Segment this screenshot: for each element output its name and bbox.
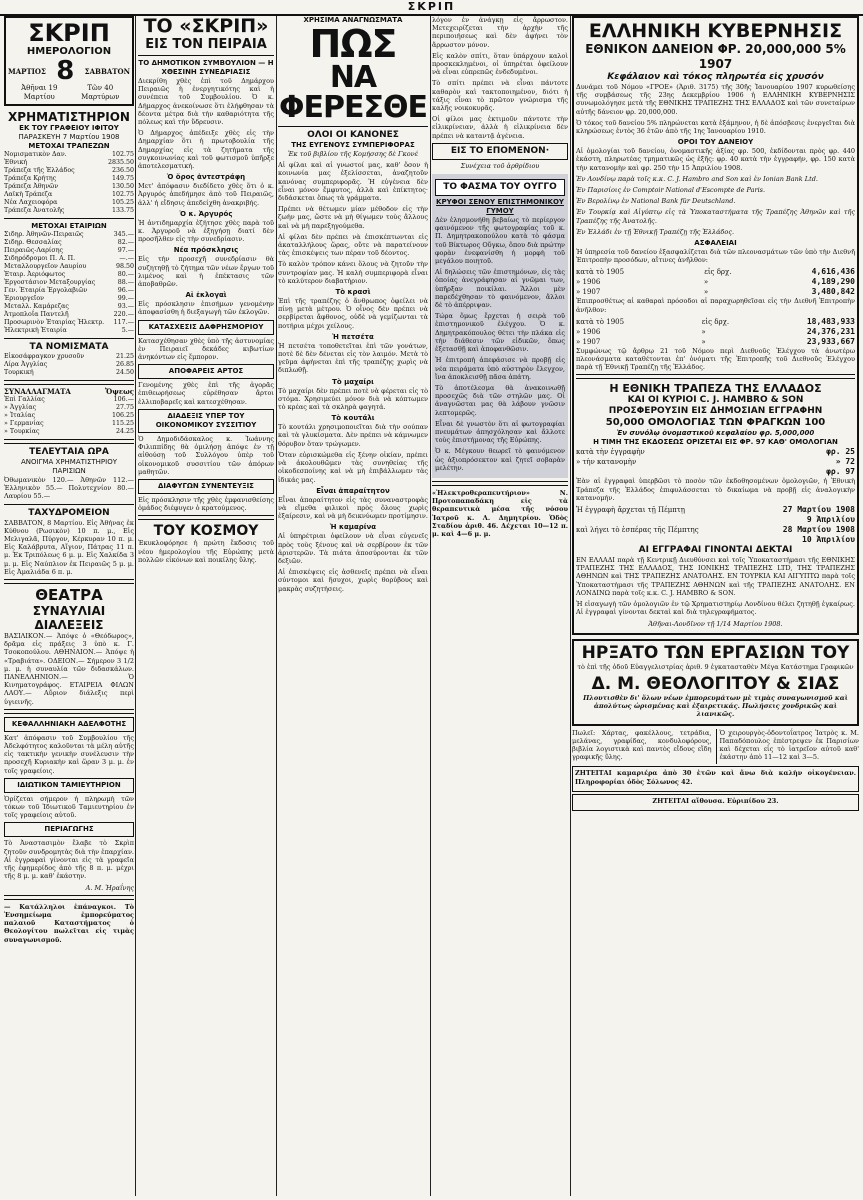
loan-paragraph: Ὁ τόκος τοῦ δανείου 5% πληρώνεται κατὰ ἑξάμηνον, ἡ δὲ ἀπόσβεσις ἐνεργεῖται διὰ κληρώσεως ἐντὸς 36 ἐτῶν ἀπὸ τῆς 1ης Ἰανουαρίου 1910. <box>576 118 855 136</box>
row-label: εἰς δρχ. <box>704 268 732 277</box>
row-value: 24.25 <box>115 428 134 435</box>
row-value: 106.— <box>113 396 134 403</box>
cephal-title: ΚΕΦΑΛΛΗΝΙΑΚΗ ΑΔΕΛΦΟΤΗΣ <box>11 719 127 728</box>
row-label: Μεταλλ. Καμάρεζας <box>4 303 69 310</box>
piraeus-subtitle: ΕΙΣ ΤΟΝ ΠΕΙΡΑΙΑ <box>145 37 267 52</box>
loan-title: ΕΘΝΙΚΟΝ ΔΑΝΕΙΟΝ ΦΡ. 20,000,000 5% 1907 <box>585 42 846 71</box>
article-paragraph: Ὁ Δήμαρχος ἀπέδειξε χθὲς εἰς τὴν Δημαρχίαν ὅτι ἡ πρωτοβουλία τῆς Δημαρχίας εἰς τὰ ζητήματα τῆς συγκοινωνίας καὶ τοῦ φωτισμοῦ ὑπῆρξε ἀποτελεσματική. <box>138 129 274 171</box>
company-share-row <box>4 239 134 247</box>
loan-paragraph: ΕΝ ΕΛΛΑΔΙ παρὰ τῇ Κεντρικῇ Διευθύνσει καὶ τοῖς Ὑποκαταστήμασι τῆς ΕΘΝΙΚΗΣ ΤΡΑΠΕΖΗΣ ΤΗΣ ΕΛΛΑΔΟΣ, ΤΗΣ ΙΟΝΙΚΗΣ ΤΡΑΠΕΖΗΣ LTD, ΤΗΣ ΤΡΑΠΕΖΗΣ ΑΘΗΝΩΝ καὶ ΤΗΣ ΤΡΑΠΕΖΗΣ ΑΝΑΤΟΛΗΣ. ΕΝ ΤΟΥΡΚΙΑ ΚΑΙ ΑΙΓΥΠΤΩ παρὰ τοῖς Ὑποκαταστήμασι τῆς ΤΡΑΠΕΖΗΣ ΑΘΗΝΩΝ καὶ τῆς ΤΡΑΠΕΖΗΣ ΑΝΑΤΟΛΗΣ. ΕΝ ΛΟΝΔΙΝΩ παρὰ τοῖς κ.κ. C. J. HAMBRO & SON. <box>576 556 855 597</box>
company-share-row <box>4 303 134 311</box>
row-value: 105.25 <box>111 199 134 206</box>
weekday-label: ΣΑΒΒΑΤΟΝ <box>84 66 130 76</box>
revenue-row <box>576 327 855 337</box>
company-share-row <box>4 263 134 271</box>
savings-text: Ὁρίζεται σήμερον ἡ πληρωμὴ τῶν τόκων τοῦ Ἰδιωτικοῦ Ταμιευτηρίου ἐν τοῖς γραφείοις αὐτοῦ. <box>4 794 134 820</box>
article-paragraph: Αἱ φίλαι δὲν πρέπει νὰ ἐπισκέπτωνται εἰς ἀκαταλλήλους ὥρας, οὔτε νὰ παρατείνουν τὰς ἐπισκέψεις των πέραν τοῦ δέοντος. <box>278 232 428 258</box>
lectures-title: ΔΙΑΛΕΞΕΙΣ <box>34 618 104 633</box>
coins-table <box>4 353 134 377</box>
section-box-heading: ΚΑΤΑΣΧΕΣΙΣ ΔΑΦΡΗΣΜΟΡΙΟΥ <box>148 322 264 331</box>
row-value: 10 Ἀπριλίου <box>802 535 855 545</box>
article-paragraph: Τώρα ὅμως ἔρχεται ἡ σειρὰ τοῦ ἐπιστημονικοῦ ἐλέγχου. Ὁ κ. Δημητρακόπουλος θέτει τὴν πλάκα εἰς τὴν διάθεσιν τῶν εἰδικῶν, ὅπως ἐξετασθῇ καὶ ἀποφανθῶσιν. <box>435 312 565 354</box>
company-share-row <box>4 311 134 319</box>
date-left: Ἀθῆναι 19 Μαρτίου <box>21 84 58 101</box>
company-share-row <box>4 287 134 295</box>
wanted-ad: ΖΗΤΕΙΤΑΙ καμαριέρα ἀπὸ 30 ἐτῶν καὶ ἄνω διὰ καλὴν οἰκογένειαν. Πληροφορίαι ὁδὸς Σόλωνος 42. <box>575 769 856 786</box>
row-label: Εἰκοσάφραγκον χρυσοῦν <box>4 353 85 360</box>
row-label: Λαϊκὴ Τράπεζα <box>4 191 53 198</box>
offer-line-3: Ἐν συνόλῳ ὀνομαστικοῦ κεφαλαίου φρ. 5,000,000 <box>616 429 815 438</box>
article-paragraph: Γενομένης χθὲς ἐπὶ τῆς ἀγορᾶς ἐπιθεωρήσεως εὑρέθησαν ἄρτοι ἐλλιποβαρεῖς καὶ κατεσχέθησαν. <box>138 381 274 406</box>
row-value: 220.— <box>113 311 134 318</box>
row-label: » <box>701 327 706 336</box>
places-title: ΑΙ ΕΓΓΡΑΦΑΙ ΓΙΝΟΝΤΑΙ ΔΕΚΤΑΙ <box>638 545 793 556</box>
row-label: » <box>701 337 706 346</box>
article-paragraph: Ἡ ἐπιτροπὴ ἀπεφάσισε νὰ προβῇ εἰς νέα πειράματα ὑπὸ αὐστηρὸν ἔλεγχον, ἵνα ἀποκλεισθῇ πᾶσα ἀπάτη. <box>435 356 565 381</box>
row-value: 80.— <box>117 271 134 278</box>
bank-sub: ΚΑΙ ΟΙ ΚΥΡΙΟΙ C. J. HAMBRO & SON <box>627 395 804 406</box>
column-rule <box>276 16 277 1196</box>
column-4 <box>432 16 568 1196</box>
row-value: 27.75 <box>115 404 134 411</box>
section-heading: Ἡ πετσέτα <box>332 332 374 341</box>
company-share-row <box>4 327 134 335</box>
row-label: Σιδηρ. Ἀθηνῶν-Πειραιῶς <box>4 231 84 238</box>
row-label: Προσωρινὸν Ἐταιρίας Ἡλεκτρ. <box>4 319 105 326</box>
row-value: 102.75 <box>111 151 134 158</box>
section-heading: Ὁ κ. Ἀργυρός <box>179 209 233 218</box>
article-paragraph: Διεκρίθη χθὲς ἐπὶ τοῦ Δημάρχου Πειραιῶς ἡ ἐνεργητικότης καὶ ἡ συνέπεια τοῦ Συμβουλίου. Ὁ κ. Δήμαρχος ἀνεκοίνωσε ὅτι ἐλήφθησαν τὰ δέοντα μέτρα διὰ τὴν καθαριότητα τῆς πόλεως καὶ τὴν ὕδρευσιν. <box>138 77 274 127</box>
article-paragraph: Ἡ πετσέτα τοποθετεῖται ἐπὶ τῶν γονάτων, ποτὲ δὲ δὲν δένεται εἰς τὸν λαιμόν. Μετὰ τὸ γεῦμα ἀφήνεται ἐπὶ τῆς τραπέζης χωρὶς νὰ διπλωθῇ. <box>278 341 428 375</box>
row-value: 93.— <box>117 303 134 310</box>
agent-item: Ἐν Τουρκίᾳ καὶ Αἰγύπτῳ εἰς τὰ Ὑποκαταστήματα τῆς Τραπέζης Ἀθηνῶν καὶ τῆς Τραπέζης τῆς Ἀνατολῆς. <box>576 208 855 225</box>
row-label: κατὰ τὸ 1905 <box>576 317 625 326</box>
row-label: Πειραιῶς-Λαρίσης <box>4 247 64 254</box>
row-label: » Τουρκίας <box>4 428 40 435</box>
section-heading: Εἶναι ἀπαραίτητον <box>316 486 390 495</box>
row-value: 28 Μαρτίου 1908 <box>782 525 855 535</box>
markets-source: ΕΚ ΤΟΥ ΓΡΑΦΕΙΟΥ ΙΦΙΤΟΥ <box>19 124 119 132</box>
article-paragraph: Πρέπει νὰ θέτωμεν μίαν μέθοδον εἰς τὴν ζωὴν μας, ὥστε νὰ μὴ θίγωμεν τοὺς ἄλλους καὶ νὰ μὴ παρεξηγούμεθα. <box>278 205 428 230</box>
last-hour-sub: ΑΝΟΙΓΜΑ ΧΡΗΜΑΤΙΣΤΗΡΙΟΥ ΠΑΡΙΣΙΩΝ <box>20 458 118 475</box>
exchange-row <box>4 404 134 412</box>
works-title: ΗΡΞΑΤΟ ΤΩΝ ΕΡΓΑΣΙΩΝ ΤΟΥ <box>581 642 850 663</box>
bank-share-row <box>4 167 134 175</box>
story-subtitle: ΚΡΥΦΟΙ ΣΕΝΟΥ ΕΠΙΣΤΗΜΟΝΙΚΟΥ ΓΥΜΟΥ <box>436 198 564 216</box>
offer-line-1: ΠΡΟΣΦΕΡΟΥΣΙΝ ΕΙΣ ΔΗΜΟΣΙΑΝ ΕΓΓΡΑΦΗΝ <box>608 406 823 417</box>
agent-item: Ἐν Βερολίνῳ ἐν National Bank für Deutschland. <box>576 197 736 206</box>
coin-row <box>4 361 134 369</box>
agent-item: Ἐν Παρισίοις ἐν Comptoir National d'Escompte de Paris. <box>576 186 766 195</box>
article-paragraph: Αἱ ἐπισκέψεις εἰς ἀσθενεῖς πρέπει νὰ εἶναι σύντομοι καὶ ἥσυχοι, χωρὶς θορύβους καὶ μακρὰς συζητήσεις. <box>278 568 428 593</box>
row-value: φρ. 25 <box>826 447 855 457</box>
revenue-row <box>576 277 855 287</box>
column-rule <box>570 16 571 1196</box>
date-row <box>576 525 855 535</box>
bank-share-row <box>4 183 134 191</box>
agent-item: Ἐν Ἑλλάδι ἐν τῇ Ἐθνικῇ Τραπέζῃ τῆς Ἑλλάδος. <box>576 227 735 236</box>
guarantees-title: ΑΣΦΑΛΕΙΑΙ <box>694 239 737 248</box>
company-share-row <box>4 271 134 279</box>
masthead-subtitle: ΗΜΕΡΟΛΟΓΙΟΝ <box>26 46 112 57</box>
article-paragraph: Τὸ σπίτι πρέπει νὰ εἶναι πάντοτε καθαρὸν καὶ τακτοποιημένον, διότι ἡ τάξις εἶναι τὸ πρῶτον γνώρισμα τῆς καλῆς νοικοκυρᾶς. <box>432 79 568 113</box>
row-label: » <box>703 288 709 297</box>
row-label: κατὰ τὴν ἐγγραφὴν <box>576 448 645 457</box>
firm-products: Πωλεῖ: Χάρτας, φακέλλους, τετράδια, μελάνας, γραφίδας, κονδυλοφόρους, βιβλία λογιστικὰ καὶ παντὸς εἴδους εἴδη γραφικῆς ὕλης. <box>572 728 712 762</box>
row-value: 98.50 <box>115 263 134 270</box>
exchange-row <box>4 412 134 420</box>
row-value: 102.75 <box>111 191 134 198</box>
concerts-title: ΣΥΝΑΥΛΙΑΙ <box>32 604 106 619</box>
row-value: 26.85 <box>115 361 134 368</box>
firm-tagline: Πλουτισθὲν δι' ὅλων νέων ἐμπορευμάτων μὲ τιμὰς συναγωνισμοῦ καὶ ἀπολύτως ὡρισμένας καὶ ἐξαιρετικάς. Πωλήσεις χονδρικῶς καὶ λιανικῶς. <box>583 693 848 719</box>
row-label: Νέα Λαχειοφόρα <box>4 199 58 206</box>
article-paragraph: Οἱ φίλοι μας ἐκτιμοῦν πάντοτε τὴν εἰλικρίνειαν, ἀλλὰ ἡ εἰλικρίνεια δὲν πρέπει νὰ καταντᾷ ἀγένεια. <box>432 115 568 140</box>
row-value: 345.— <box>113 231 134 238</box>
bank-share-row <box>4 207 134 215</box>
article-paragraph: Ὅταν εὑρισκώμεθα εἰς ξένην οἰκίαν, πρέπει νὰ ἀκολουθῶμεν τὰς συνηθείας τῆς οἰκοδεσποίνης καὶ νὰ μὴ ἐπιβάλλωμεν τὰς ἰδικάς μας. <box>278 450 428 484</box>
row-label: Ἐπὶ Γαλλίας <box>4 396 45 403</box>
bank-share-row <box>4 151 134 159</box>
row-label: Νομισματικὸν Δαν. <box>4 151 67 158</box>
article-paragraph: Εἶναι ἀπαραίτητον εἰς τὰς συναναστροφὰς νὰ εἴμεθα φιλικοὶ πρὸς ὅλους χωρὶς ἐξαίρεσιν, καὶ νὰ μὴ δεικνύωμεν προτίμησιν. <box>278 495 428 521</box>
closing-date: Ἀθῆναι-Λονδῖνον τῇ 1/14 Μαρτίου 1908. <box>648 619 783 628</box>
row-value: 117.— <box>113 319 134 326</box>
article-paragraph: Μετ' ἀπόφασιν διεδίδετο χθὲς ὅτι ὁ κ. Ἀργυρός ἀπεδήμησε ἀπὸ τοῦ Πειραιῶς, ἀλλ' ἡ εἴδησις ἀπεδείχθη ἀνακριβής. <box>138 182 274 207</box>
exchange-row <box>4 396 134 404</box>
store-ad <box>572 639 859 726</box>
row-value: 149.75 <box>111 175 134 182</box>
row-value: 5.— <box>121 327 134 334</box>
article-paragraph: Τὸ ἀποτέλεσμα θὰ ἀνακοινωθῇ προσεχῶς διὰ τῶν στηλῶν μας. Οἱ ἀναγνῶσται μας θὰ λάβουν γνῶσιν λεπτομερῶς. <box>435 383 565 417</box>
section-heading: ΤΟ ΔΗΜΟΤΙΚΟΝ ΣΥΜΒΟΥΛΙΟΝ — Η ΧΘΕΣΙΝΗ ΣΥΝΕΔΡΙΑΣΙΣ <box>138 59 274 76</box>
row-label: Μεταλλουργεῖον Λαυρίου <box>4 263 87 270</box>
row-label: Σιδηρ. Θεσσαλίας <box>4 239 62 246</box>
section-box-heading: ΔΙΑΦΥΓΩΝ ΣΥΝΕΝΤΕΥΞΙΣ <box>158 481 254 490</box>
row-label: » τὴν κατανομὴν <box>576 458 637 467</box>
row-label: κατὰ τὸ 1905 <box>576 268 625 277</box>
schedule-row <box>576 467 855 477</box>
row-value: 24,376,231 <box>806 326 855 336</box>
row-label: Γεν. Ἑταιρία Ἐργολαβιῶν <box>4 287 88 294</box>
row-label: Ἐθνική <box>4 159 28 166</box>
month-label: ΜΑΡΤΙΟΣ <box>8 66 46 76</box>
row-value: 23,933,667 <box>806 336 855 346</box>
row-label: Ἐργοστάσιον Μεταξουργίας <box>4 279 96 286</box>
row-value: 99.— <box>117 295 134 302</box>
column-1 <box>4 16 134 1196</box>
post-text: ΣΑΒΒΑΤΟΝ, 8 Μαρτίου. Εἰς Ἀθήνας ἐκ Κύθνου (Ρωσικὸν) 10 π. μ., Εἰς Μελιγαλᾶ, Πύργον, Κέρκυραν 10 π. μ. Εἰς Καλάβρυτα, Αἴγιον, Πάτρας 11 π. μ. Ἐκ Τριπόλεως 6 μ. μ. Εἰς Χαλκίδα 3 μ. μ. Εἰς Ναύπλιον ἐκ Πειραιῶς 5 μ. μ. Εἰς Ἀμαλιάδα 6 π. μ. <box>4 518 134 576</box>
row-value: 9 Ἀπριλίου <box>806 515 855 525</box>
bond-title: ΟΡΟΙ ΤΟΥ ΔΑΝΕΙΟΥ <box>677 138 754 147</box>
date-row <box>576 505 855 515</box>
post-title: ΤΑΧΥΔΡΟΜΕΙΟΝ <box>28 507 110 518</box>
date-right: Τῶν 40 Μαρτύρων <box>81 84 120 101</box>
story-box <box>432 174 568 478</box>
schedule-row <box>576 457 855 467</box>
row-value: 4,189,290 <box>811 277 855 287</box>
row-label: Τράπεζα Ἀνατολῆς <box>4 207 65 214</box>
exchange-row <box>4 428 134 436</box>
date-row <box>576 535 855 545</box>
day-number: 8 <box>56 56 75 86</box>
misc-text: Τὸ Ἀναστασιμὸν ἔλαβε τὸ Σκρὶπ ζητοῦν συνδρομητὰς διὰ τὴν ἐπαρχίαν. Αἱ ἐγγραφαὶ γίνονται εἰς τὰ γραφεῖα τῆς ἐφημερίδος ἀπὸ τῆς 8 π. μ. μέχρι τῆς 8 μ. μ. καθ' ἑκάστην. <box>4 839 134 881</box>
row-label: καὶ λήγει τὸ ἑσπέρας τῆς Πέμπτης <box>576 526 699 535</box>
company-share-row <box>4 279 134 287</box>
row-label: » Ἰταλίας <box>4 412 36 419</box>
article-paragraph: Ἐπὶ τῆς τραπέζης ὁ ἄνθρωπος ὀφείλει νὰ πίνῃ μετὰ μέτρου. Ὁ οἶνος δὲν πρέπει νὰ σερβίρεται ἄφθονος, οὐδὲ νὰ γεμίζωνται τὰ ποτήρια μέχρι χείλους. <box>278 297 428 330</box>
company-share-row <box>4 255 134 263</box>
row-value: 96.— <box>117 287 134 294</box>
row-label: Ἡ ἐγγραφὴ ἄρχεται τῇ Πέμπτῃ <box>576 506 685 515</box>
section-box-heading: ΑΠΟΦΑΡΕΙΣ ΑΡΤΟΣ <box>168 367 244 376</box>
subscription-dates <box>576 505 855 545</box>
bank-title: Η ΕΘΝΙΚΗ ΤΡΑΠΕΖΑ ΤΗΣ ΕΛΛΑΔΟΣ <box>609 382 822 396</box>
loan-paragraph: Δυνάμει τοῦ Νόμου «ΓΡΟΕ» (Ἀριθ. 3175) τῆς 30ῆς Ἰανουαρίου 1907 κυρωθείσης τῆς συμβάσεως τῆς 23ης Δεκεμβρίου 1906 ἡ ΕΛΛΗΝΙΚΗ ΚΥΒΕΡΝΗΣΙΣ συνωμολόγησε μετὰ τῆς ΕΘΝΙΚΗΣ ΤΡΑΠΕΖΗΣ ΤΗΣ ΕΛΛΑΔΟΣ καὶ τῶν συνεταίρων αὐτῆς δάνειον φρ. 20,000,000. <box>576 83 855 116</box>
article-paragraph: Τὸ καλὸν τρόπον κάνει ὅλους νὰ ζητοῦν τὴν συντροφίαν μας. Ἡ καλὴ συμπεριφορὰ εἶναι τὸ καλύτερον διαβατήριον. <box>278 260 428 285</box>
savings-title: ΙΔΙΩΤΙΚΟΝ ΤΑΜΙΕΥΤΗΡΙΟΝ <box>17 780 121 789</box>
agents-list <box>576 175 855 236</box>
row-value: 236.50 <box>111 167 134 174</box>
bank-shares-table <box>4 151 134 215</box>
loan-paragraph: Ἐὰν αἱ ἐγγραφαὶ ὑπερβῶσι τὸ ποσὸν τῶν ἐκδοθησομένων ὁμολογιῶν, ἡ Ἐθνικὴ Τράπεζα τῆς Ἑλλάδος ἐπιφυλάσσεται τὸ δικαίωμα νὰ προβῇ εἰς ἀναλογικὴν κατανομήν. <box>576 477 855 502</box>
row-value: 21.25 <box>115 353 134 360</box>
masthead-box <box>4 16 134 106</box>
row-label: Ἑταιρ. Ἀεριόφωτος <box>4 271 66 278</box>
next-sub: Συνέχεια τοῦ ἀρθρίδιου <box>460 161 540 170</box>
article-paragraph: Ὁ κ. Μέγκουν θεωρεῖ τὸ φαινόμενον ὡς ἀξιοπρόσεκτον καὶ ζητεῖ σοβαρὰν μελέτην. <box>435 447 565 472</box>
section-heading: Τὸ μαχαίρι <box>332 377 374 386</box>
row-value: 133.75 <box>111 207 134 214</box>
markets-title: ΧΡΗΜΑΤΙΣΤΗΡΙΟΝ <box>8 110 130 124</box>
manners-title-1: ΠΩΣ <box>309 22 397 66</box>
row-value: 115.25 <box>111 420 134 427</box>
price-line: Η ΤΙΜΗ ΤΗΣ ΕΚΔΟΣΕΩΣ ΟΡΙΖΕΤΑΙ ΕΙΣ ΦΡ. 97 ΚΑΘ' ΟΜΟΛΟΓΙΑΝ <box>593 438 838 447</box>
loan-paragraph: Ἡ εἰσαγωγὴ τῶν ὁμολογιῶν ἐν τῷ Χρηματιστηρίῳ Λονδίνου θέλει ζητηθῇ ἐγκαίρως. Αἱ ἐγγραφαὶ γίνονται δεκταὶ καὶ διὰ τηλεγραφήματος. <box>576 600 855 617</box>
row-label: Ἐριουργεῖον <box>4 295 44 302</box>
article-paragraph: Εἰς πρόσκλησιν τῆς χθὲς ἐμφανισθείσης ὁμάδος διέφυγεν ὁ κρατούμενος. <box>138 495 274 513</box>
revenues-table <box>576 317 855 347</box>
article-paragraph: Ἐκυκλοφόρησε ἡ πρώτη ἔκδοσις τοῦ νέου ἡμερολογίου τῆς Εὐρώπης μετὰ πολλῶν εἰκόνων καὶ ποικίλης ὕλης. <box>138 539 274 564</box>
row-value: 4,616,436 <box>811 267 855 277</box>
exchange-sight-label: Ὄψεως <box>104 387 134 396</box>
loan-paragraph: Συμφώνως τῷ ἄρθρῳ 21 τοῦ Νόμου περὶ Διεθνοῦς Ἐλέγχου τὰ ἀνωτέρω πλεονάσματα καταθέτονται ἐπ' ὀνόματι τῆς Ἐπιτροπῆς τοῦ Διεθνοῦς Ἐλέγχου παρὰ τῇ Ἐθνικῇ Τραπέζῃ τῆς Ἑλλάδος. <box>576 346 855 372</box>
row-value: 97.— <box>117 247 134 254</box>
exchange-table <box>4 396 134 436</box>
works-sub: τὸ ἐπὶ τῆς ὁδοῦ Εὐαγγελιστρίας ἀριθ. 9 ἐγκατασταθὲν Μέγα Κατάστημα Γραφικῶν <box>577 662 854 671</box>
manners-subtitle-2: ΤΗΣ ΕΥΓΕΝΟΥΣ ΣΥΜΠΕΡΙΦΟΡΑΣ <box>291 141 415 149</box>
revenue-row <box>576 317 855 327</box>
article-paragraph: Εἶναι δὲ γνωστὸν ὅτι αἱ φωτογραφίαι πνευμάτων ἀπησχόλησαν καὶ ἄλλοτε τοὺς ἐπιστήμονας τῆς Εὐρώπης. <box>435 419 565 445</box>
article-paragraph: Ὁ Δημοδιδάσκαλος κ. Ἰωάννης Φιλιππίδης θὰ ὁμιλήσῃ ἀπόψε ἐν τῇ αἰθούσῃ τοῦ Συλλόγου ὑπὲρ τοῦ οἰκονομικοῦ συσσιτίου τῶν ἀπόρων μαθητῶν. <box>138 434 274 476</box>
manners-subtitle-1: ΟΛΟΙ ΟΙ ΚΑΝΟΝΕΣ <box>307 130 399 140</box>
story-title: ΤΟ ΦΑΣΜΑ ΤΟΥ ΟΥΓΓΟ <box>443 182 557 193</box>
row-label: » 1907 <box>576 337 601 346</box>
row-label: » 1906 <box>576 278 601 287</box>
loan-sub: Κεφάλαιον καὶ τόκος πληρωτέα εἰς χρυσόν <box>607 72 824 82</box>
manners-title-2: ΝΑ ΦΕΡΕΣΘΕ <box>279 60 427 125</box>
company-shares-table <box>4 231 134 335</box>
company-share-row <box>4 319 134 327</box>
article-paragraph: Δὲν ἐλησμονήθη βεβαίως τὸ περίεργον φαινόμενον τῆς φωτογραφίας τοῦ κ. Π. Δημητρακοπούλου κατὰ τὸ φάσμα τοῦ Βίκτωρος Οὔγκω, ὅπου διὰ πρώτην φορὰν ἐνεφανίσθη ἡ μορφὴ τοῦ μεγάλου ποιητοῦ. <box>435 216 565 266</box>
coin-row <box>4 353 134 361</box>
row-label: Τράπεζα τῆς Ἑλλάδος <box>4 167 75 174</box>
row-label: Τράπεζα Ἀθηνῶν <box>4 183 59 190</box>
company-share-row <box>4 247 134 255</box>
last-hour-title: ΤΕΛΕΥΤΑΙΑ ΩΡΑ <box>29 447 109 457</box>
coins-title: ΤΑ ΝΟΜΙΣΜΑΤΑ <box>29 342 109 352</box>
bank-shares-title: ΜΕΤΟΧΑΙ ΤΡΑΠΕΖΩΝ <box>28 142 110 150</box>
row-value: 130.50 <box>111 183 134 190</box>
row-value: 27 Μαρτίου 1908 <box>782 505 855 515</box>
exchange-title: ΣΥΝΑΛΛΑΓΜΑΤΑ <box>4 387 71 396</box>
loan-paragraph: Ἡ ὑπηρεσία τοῦ δανείου ἐξασφαλίζεται διὰ τῶν πλεονασμάτων τῶν ὑπὸ τὴν Διεθνῆ Ἐπιτροπὴν προσόδων, αἵτινες ἀνῆλθον: <box>576 248 855 265</box>
row-value: 82.— <box>117 239 134 246</box>
column-3 <box>278 16 428 1196</box>
row-label: » 1906 <box>576 327 601 336</box>
article-paragraph: Τὸ κουτάλι χρησιμοποιεῖται διὰ τὴν σούπαν καὶ τὰ γλυκίσματα. Δὲν πρέπει νὰ κάμνωμεν θόρυβον ὅταν τρώγωμεν. <box>278 423 428 448</box>
company-share-row <box>4 295 134 303</box>
article-paragraph: Εἰς τὴν προσεχῆ συνεδρίασιν θὰ συζητηθῇ τὸ ζήτημα τῶν νέων ἔργων τοῦ λιμένος καὶ ἡ ἐπέκτασις τῶν ἀποβαθρῶν. <box>138 255 274 289</box>
column-5 <box>572 16 859 1196</box>
row-value: 24.50 <box>115 369 134 376</box>
row-label: » Ἀγγλίας <box>4 404 37 411</box>
column-2 <box>138 16 274 1196</box>
theatres-title: ΘΕΑΤΡΑ <box>35 586 103 605</box>
signature: Α. Μ. Ἠραΐνης <box>85 883 134 892</box>
agent-item: Ἐν Λονδίνῳ παρὰ τοῖς κ.κ. C. J. Hambro and Son καὶ ἐν Ionian Bank Ltd. <box>576 174 818 183</box>
coin-row <box>4 369 134 377</box>
payment-schedule <box>576 447 855 477</box>
bank-share-row <box>4 175 134 183</box>
row-label: » <box>703 278 709 287</box>
wanted-ad: ΖΗΤΕΙΤΑΙ αἴθουσα. Εὐριπίδου 23. <box>652 796 779 805</box>
article-paragraph: Αἱ δηλώσεις τῶν ἐπιστημόνων, εἰς τὰς ὁποίας ἀνεγράφησαν αἱ γνῶμαι των, ὑπῆρξαν ποικίλαι. Ἄλλοι μὲν παρεδέχθησαν τὸ φαινόμενον, ἄλλοι δὲ τὸ ἀπέρριψαν. <box>435 268 565 310</box>
column-rule <box>430 16 431 1196</box>
row-label: Ἡλεκτρικὴ Ἑταιρία <box>4 327 67 334</box>
row-label: Λίρα Ἀγγλίας <box>4 361 48 368</box>
running-header: ΣΚΡΙΠ <box>0 0 863 16</box>
row-label: » 1907 <box>576 288 601 297</box>
row-label: Τράπεζα Κρήτης <box>4 175 57 182</box>
masthead-title: ΣΚΡΙΠ <box>28 19 110 47</box>
row-label: εἰς δρχ. <box>701 317 730 326</box>
row-value: 106.25 <box>111 412 134 419</box>
gov-title: ΕΛΛΗΝΙΚΗ ΚΥΒΕΡΝΗΣΙΣ <box>588 20 843 42</box>
revenues-table <box>576 267 855 297</box>
section-heading: Ὁ ὅρος ἀντεστράφη <box>166 173 246 182</box>
row-label: Τουρκική <box>4 369 34 376</box>
manners-kicker: ΧΡΗΣΙΜΑ ΑΝΑΓΝΩΣΜΑΤΑ <box>303 16 403 24</box>
misc-title: ΠΕΡΙΑΓΩΓΗΣ <box>44 825 94 834</box>
section-heading: Αἱ ἐκλογαὶ <box>185 291 227 300</box>
exchange-row <box>4 420 134 428</box>
section-heading: Ἡ καμαρίνα <box>329 523 377 532</box>
loan-ad <box>572 16 859 635</box>
loan-paragraph: Αἱ ὁμολογίαι τοῦ δανείου, ὀνομαστικῆς ἀξίας φρ. 500, ἐκδίδονται πρὸς φρ. 440 ἑκάστη, πληρωτέας τμηματικῶς ὡς ἑξῆς: φρ. 40 κατὰ τὴν ἐγγραφήν, φρ. 150 κατὰ τὴν κατανομὴν καὶ φρ. 250 τὴν 15 Ἀπριλίου 1908. <box>576 147 855 172</box>
section-heading: Τὸ κουτάλι <box>331 414 375 423</box>
row-label: Ἀτμοπλοΐα Παντελῆ <box>4 311 69 318</box>
loan-paragraph: Ἐπιπροσθέτως αἱ καθαραὶ πρόσοδοι αἱ παραχωρηθεῖσαι εἰς τὴν Διεθνῆ Ἐπιτροπὴν ἀνῆλθον: <box>576 297 855 314</box>
next-title: ΕΙΣ ΤΟ ΕΠΟΜΕΝΟΝ· <box>450 145 550 156</box>
row-label: Σιδηρόδρομοι Π. Α. Π. <box>4 255 76 262</box>
bank-share-row <box>4 199 134 207</box>
world-title: ΤΟΥ ΚΟΣΜΟΥ <box>153 523 259 540</box>
row-value: 88.— <box>117 279 134 286</box>
article-paragraph: Αἱ φίλαι καὶ αἱ γνωστοί μας, καθ' ὅσον ἡ κοινωνία μας ἐξελίσσεται, ἀναζητοῦν κανόνας συμπεριφορᾶς. Ἡ εὐγένεια δὲν εἶναι μόνον ἔμφυτος, ἀλλὰ καὶ ἐπίκτητος· διδάσκεται ὅπως τὰ γράμματα. <box>278 161 428 203</box>
company-shares-title: ΜΕΤΟΧΑΙ ΕΤΑΙΡΙΩΝ <box>31 222 107 230</box>
offer-line-2: 50,000 ΟΜΟΛΟΓΙΑΣ ΤΩΝ ΦΡΑΓΚΩΝ 100 <box>605 417 826 429</box>
markets-date: ΠΑΡΑΣΚΕΥΗ 7 Μαρτίου 1908 <box>18 133 120 141</box>
section-heading: Τὸ κρασὶ <box>335 288 371 297</box>
revenue-row <box>576 287 855 297</box>
theatres-text: ΒΑΣΙΛΙΚΟΝ.— Ἀπόψε ὁ «Θεόδωρος», δρᾶμα εἰς πράξεις 3 ὑπὸ κ. Γ. Τσοκοπούλου. ΑΘΗΝΑΙΟΝ.— Ἀπόψε ἡ «Τραβιάτα». ΟΔΕΙΟΝ.— Σήμερον 3 1/2 μ. μ. ἡ συναυλία τῶν διδασκάλων. ΠΑΝΕΛΛΗΝΙΟΝ.— Ὁ Κινηματογράφος. ΕΤΑΙΡΕΙΑ ΦΙΛΩΝ ΛΑΟΥ.— Αὔριον διάλεξις περὶ ὑγιεινῆς. <box>4 632 134 706</box>
article-paragraph: Κατασχέθησαν χθὲς ὑπὸ τῆς ἀστυνομίας ἐν Πειραιεῖ δεκάδες κιβωτίων ἀνηκόντων εἰς ἔμπορον. <box>138 336 274 362</box>
notice-text: — Κατάλληλοι ἐπάναγκοι. Τὸ Ἐνσημείωμα ἐμπορεύματος παλαιοῦ Καταστήματος ὁ Θεολογίτου πωλεῖται εἰς τιμὰς συναγωνισμοῦ. <box>4 902 134 944</box>
section-heading: Νέα πρόσκλησις <box>173 246 239 255</box>
row-value: φρ. 97 <box>826 467 855 477</box>
company-share-row <box>4 231 134 239</box>
article-paragraph: Τὸ μαχαίρι δὲν πρέπει ποτὲ νὰ φέρεται εἰς τὸ στόμα. Χρησιμεύει μόνον διὰ νὰ κόπτωμεν τὸ κρέας καὶ τὰ σκληρὰ φαγητά. <box>278 386 428 412</box>
column-rule <box>135 16 136 1196</box>
row-value: 2835.50 <box>107 159 134 166</box>
revenue-row <box>576 337 855 347</box>
article-paragraph: Ἡ ἀντιδημαρχία ἐζήτησε χθὲς παρὰ τοῦ κ. Ἀργυροῦ νὰ ἐξηγήσῃ διατί δὲν προσῆλθεν εἰς τὴν συνεδρίασιν. <box>138 218 274 244</box>
article-paragraph: Εἰς καλὸν σπίτι, ὅταν ὑπάρχουν καλοὶ προσκεκλημένοι, οἱ ὑπηρέται ὀφείλουν νὰ εἶναι εὐπρεπῶς ἐνδεδυμένοι. <box>432 51 568 77</box>
revenue-row <box>576 267 855 277</box>
ad-text: «Ἠλεκτροθεραπευτήριον» Ν. Προτοπαπαδάκη εἰς τὰ θεραπευτικὰ μέσα τῆς νόσου Ἰατροῦ κ. Λ. Δημητρίου. Ὁδὸς Σταδίου ἀριθ. 46. Δέχεται 10—12 π. μ. καὶ 4—6 μ. μ. <box>432 488 568 538</box>
section-box-heading: ΔΙΑΔΕΞΙΣ ΥΠΕΡ ΤΟΥ ΟΙΚΟΝΟΜΙΚΟΥ ΣΥΣΣΙΤΙΟΥ <box>155 411 257 429</box>
schedule-row <box>576 447 855 457</box>
article-paragraph: Αἱ ὑπηρέτριαι ὀφείλουν νὰ εἶναι εὐγενεῖς πρὸς τοὺς ξένους καὶ νὰ σερβίρουν ἐκ τῶν ἀριστερῶν. Τὰ πιάτα ἀποσύρονται ἐκ τῶν δεξιῶν. <box>278 532 428 565</box>
last-hour-text: Ὀθωμανικὸν 120.— Ἀθηνῶν 112.— Ἑλληνικὸν 55.— Πολυτεχνίον 80.— Λαυρίου 55.— <box>4 476 134 501</box>
firm-name: Δ. Μ. ΘΕΟΛΟΓΙΤΟΥ & ΣΙΑΣ <box>591 673 840 694</box>
article-paragraph: Εἰς πρόσκλησιν ἐπισήμων γενομένην ἀποφασίσθη ἡ διεξαγωγὴ τῶν ἐκλογῶν. <box>138 300 274 317</box>
doctor-ad: Ὁ χειρουργὸς-ὀδοντοΐατρος Ἰατρὸς κ. Μ. Παπαδόπουλος ἐπέστρεψεν ἐκ Παρισίων καὶ δέχεται εἰς τὸ ἰατρεῖον αὐτοῦ καθ' ἑκάστην ἀπὸ 11—12 καὶ 3—5. <box>719 728 859 762</box>
row-label: » Γερμανίας <box>4 420 44 427</box>
cephal-text: Κατ' ἀπόφασιν τοῦ Συμβουλίου τῆς Ἀδελφότητος καλοῦνται τὰ μέλη αὐτῆς εἰς τακτικὴν γενικὴν συνέλευσιν τὴν προσεχῆ Κυριακὴν καὶ ὥραν 3 μ. μ. ἐν τοῖς γραφείοις. <box>4 733 134 775</box>
row-value: —.— <box>119 255 134 262</box>
bank-share-row <box>4 159 134 167</box>
row-value: » 72 <box>835 457 855 467</box>
bank-share-row <box>4 191 134 199</box>
piraeus-title: ΤΟ «ΣΚΡΙΠ» <box>143 16 269 37</box>
row-value: 18,483,933 <box>806 316 855 326</box>
manners-lead: Ἐκ τοῦ βιβλίου τῆς Κομήσσης δὲ Γκονέ <box>287 150 419 158</box>
article-paragraph: λόγον ἐν ἀνάγκῃ εἰς ἄρρωστον. Μετεχειρίζεται τὴν ἀρχὴν τῆς περιποιήσεως καὶ δὲν ἀφήνει τὸν ἄρρωστον μόνον. <box>432 16 568 49</box>
date-row <box>576 515 855 525</box>
row-value: 3,480,842 <box>811 287 855 297</box>
